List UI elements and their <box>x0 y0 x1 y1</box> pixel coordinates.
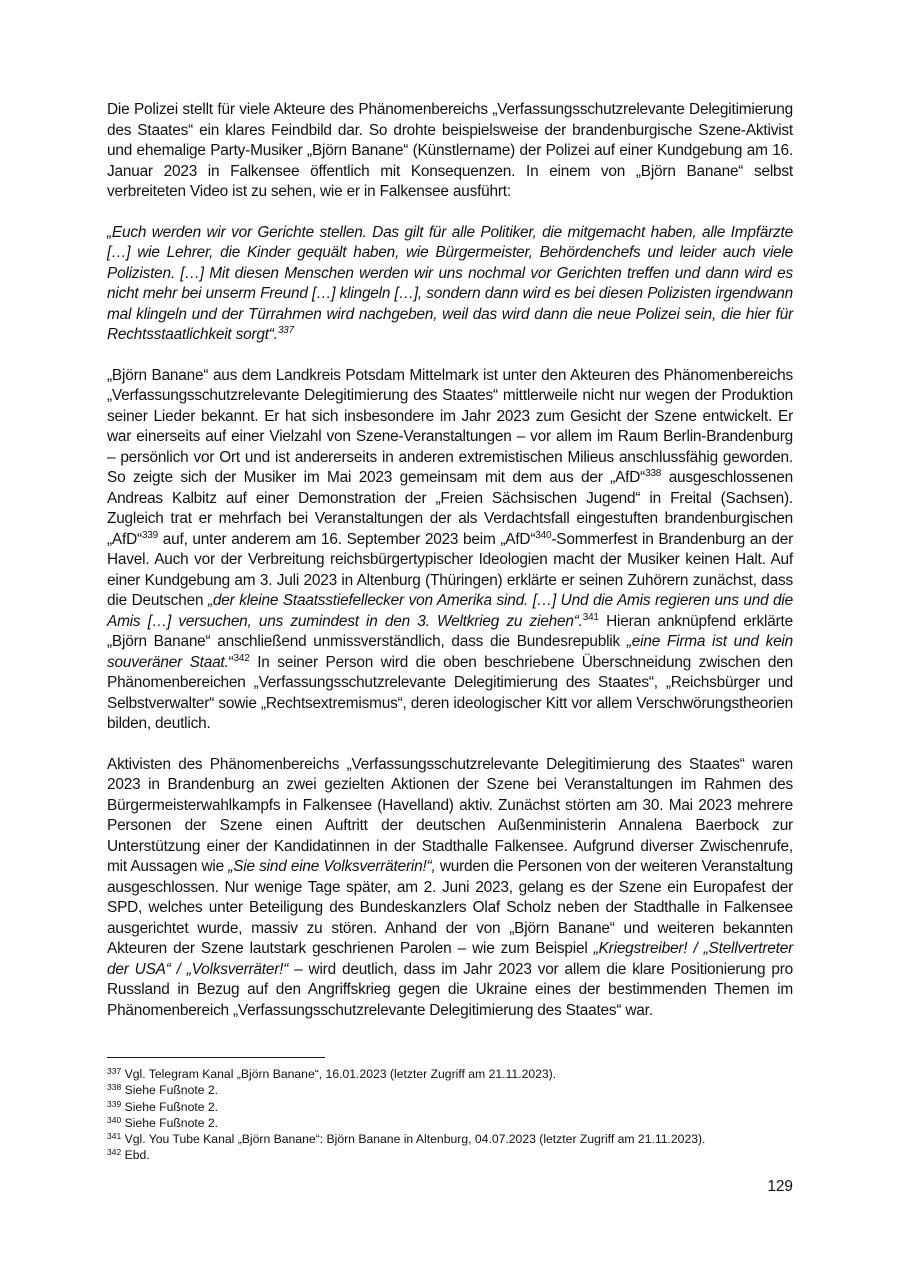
footnote-339 <box>107 1099 793 1115</box>
footnote-338 <box>107 1082 793 1098</box>
footnote-number: 341 <box>107 1131 122 1142</box>
quote-close-mark: “ <box>228 653 234 671</box>
footnote-number: 342 <box>107 1147 122 1158</box>
text-segment: – wird deutlich, dass im Jahr 2023 vor allem die klare Positionierung pro Russland in Bezug auf den Angriffskrieg gegen die Ukraine eines der bestimmenden Themen im Phänomenbereich „Verfassungsschutzrelevante Delegitimierung des Staates“ war. <box>107 960 793 1019</box>
footnote-text: Vgl. You Tube Kanal „Björn Banane“: Björn Banane in Altenburg, 04.07.2023 (letzter Zugriff am 21.11.2023). <box>121 1132 706 1147</box>
text-segment: wurden die Personen von der weiteren Veranstaltung ausgeschlossen. Nur wenige Tage später, am 2. Juni 2023, gelang es der Szene ein Europafest der SPD, welches unter Beteiligung des Bundeskanzlers Olaf Scholz neben der Stadthalle in Falkensee ausgerichtet wurde, massiv zu stören. Anhand der von „Björn Banane“ und weiteren bekannten Akteuren der Szene lautstark geschrienen Parolen – wie zum Beispiel <box>107 858 793 957</box>
footnote-number: 339 <box>107 1098 122 1109</box>
quote-inline: „Sie sind eine Volksverräterin!“, <box>228 858 436 875</box>
footnote-text: Siehe Fußnote 2. <box>121 1099 219 1114</box>
text-segment: Hieran anknüpfend erklärte „Björn Banane“ anschließend unmissverständlich, dass die Bundesrepublik <box>107 612 793 650</box>
text-segment: „Björn Banane“ aus dem Landkreis Potsdam Mittelmark ist unter den Akteuren des Phänomenbereichs „Verfassungsschutzrelevante Delegitimierung des Staates“ mittlerweile nicht nur wegen der Produktion seiner Lieder bekannt. Er hat sich insbesondere im Jahr 2023 zum Gesicht der Szene entwickelt. Er war einerseits auf einer Vielzahl von Szene-Veranstaltungen – vor allem im Raum Berlin-Brandenburg – persönlich vor Ort und ist andererseits in anderen extremistischen Milieus anschlussfähig geworden. So zeigte sich der Musiker im Mai 2023 gemeinsam mit dem aus der „AfD“ <box>107 366 793 486</box>
footnote-number: 337 <box>107 1066 122 1076</box>
text-segment: Aktivisten des Phänomenbereichs „Verfassungsschutzrelevante Delegitimierung des Staates“ waren 2023 in Brandenburg an zwei gezielten Aktionen der Szene bei Veranstaltungen im Rahmen des Bürgermeisterwahlkampfs in Falkensee (Havelland) aktiv. Zunächst störten am 30. Mai 2023 mehrere Personen der Szene einen Auftritt der deutschen Außenministerin Annalena Baerbock zur Unterstützung einer der Kandidatinnen in der Stadthalle Falkensee. Aufgrund diverser Zwischenrufe, mit Aussagen wie <box>107 755 793 875</box>
footnote-ref-340[interactable]: 340 <box>535 529 552 541</box>
quote-inline: „der kleine Staatsstiefellecker von Amerika sind. […] Und die Amis regieren uns und die Amis […] versuchen, uns zumindest in den 3. Weltkrieg zu ziehen“. <box>107 592 794 630</box>
footnote-text: Vgl. Telegram Kanal „Björn Banane“, 16.01.2023 (letzter Zugriff am 21.11.2023). <box>121 1067 557 1081</box>
footnote-ref-339[interactable]: 339 <box>141 529 159 541</box>
footnote-text: Ebd. <box>121 1148 150 1163</box>
footnote-text: Siehe Fußnote 2. <box>121 1115 219 1130</box>
quote-inline: „eine Firma ist und kein souveräner Staat. <box>107 633 794 671</box>
footnote-337 <box>107 1066 793 1082</box>
page-number: 129 <box>767 1178 793 1195</box>
quote-inline: „Kriegstreiber! / „Stellvertreter der USA“ / „Volksverräter!“ <box>107 940 793 978</box>
footnote-342 <box>107 1147 793 1163</box>
footnote-340 <box>107 1115 793 1131</box>
footnote-ref-342[interactable]: 342 <box>233 652 250 664</box>
footnote-number: 338 <box>107 1082 122 1093</box>
footnote-divider <box>107 1057 325 1058</box>
text-segment: -Sommerfest in Brandenburg an der Havel. Auch vor der Verbreitung reichsbürgertypischer Ideologien macht der Musiker keinen Halt. Auf einer Kundgebung am 3. Juli 2023 in Altenburg (Thüringen) erklärte er seinen Zuhörern zunächst, dass die Deutschen <box>107 530 793 609</box>
paragraph-falkensee-actions <box>107 755 793 1022</box>
footnotes-section <box>107 1057 793 1164</box>
footnote-ref-337[interactable]: 337 <box>277 325 294 336</box>
quote-text: „Euch werden wir vor Gerichte stellen. Das gilt für alle Politiker, die mitgemacht haben, alle Impfärzte […] wie Lehrer, die Kinder gequält haben, wie Bürgermeister, Behördenchefs und leider auch viele Polizisten. […] Mit diesen Menschen werden wir uns nochmal vor Gerichten treffen und dann wird es nicht mehr bei unserm Freund […] klingeln […], sondern dann wird es bei diesen Polizisten irgendwann mal klingeln und der Türrahmen wird nachgeben, weil das wird dann die neue Polizei sein, die hier für Rechtsstaatlichkeit sorgt“. <box>107 223 793 343</box>
footnote-ref-341[interactable]: 341 <box>582 611 599 623</box>
footnote-341 <box>107 1131 793 1147</box>
paragraph-bjoern-banane <box>107 366 793 735</box>
document-body <box>107 100 793 1041</box>
text-segment: auf, unter anderem am 16. September 2023 beim „AfD“ <box>158 530 536 548</box>
text-segment: ausgeschlossenen Andreas Kalbitz auf einer Demonstration der „Freien Sächsischen Jugend“ in Freital (Sachsen). Zugleich trat er mehrfach bei Veranstaltungen der als Verdachtsfall eingestuften brandenburgischen „AfD“ <box>107 469 793 548</box>
footnote-number: 340 <box>107 1114 122 1125</box>
text-segment: In seiner Person wird die oben beschriebene Überschneidung zwischen den Phänomenbereichen „Verfassungsschutzrelevante Delegitimierung des Staates“, „Reichsbürger und Selbstverwalter“ sowie „Rechtsextremismus“, deren ideologischer Kitt vor allem Verschwörungstheorien bilden, deutlich. <box>107 653 793 732</box>
footnote-ref-338[interactable]: 338 <box>645 468 662 479</box>
footnote-text: Siehe Fußnote 2. <box>121 1083 219 1098</box>
paragraph-police-enemy: Die Polizei stellt für viele Akteure des Phänomenbereichs „Verfassungsschutzrelevante Delegitimierung des Staates“ ein klares Feindbild dar. So drohte beispielsweise der brandenburgische Szene-Aktivist und ehemalige Party-Musiker „Björn Banane“ (Künstlername) der Polizei auf einer Kundgebung am 16. Januar 2023 in Falkensee öffentlich mit Konsequenzen. In einem von „Björn Banane“ selbst verbreiteten Video ist zu sehen, wie er in Falkensee ausführt: <box>107 101 793 200</box>
quote-falkensee <box>107 223 793 346</box>
